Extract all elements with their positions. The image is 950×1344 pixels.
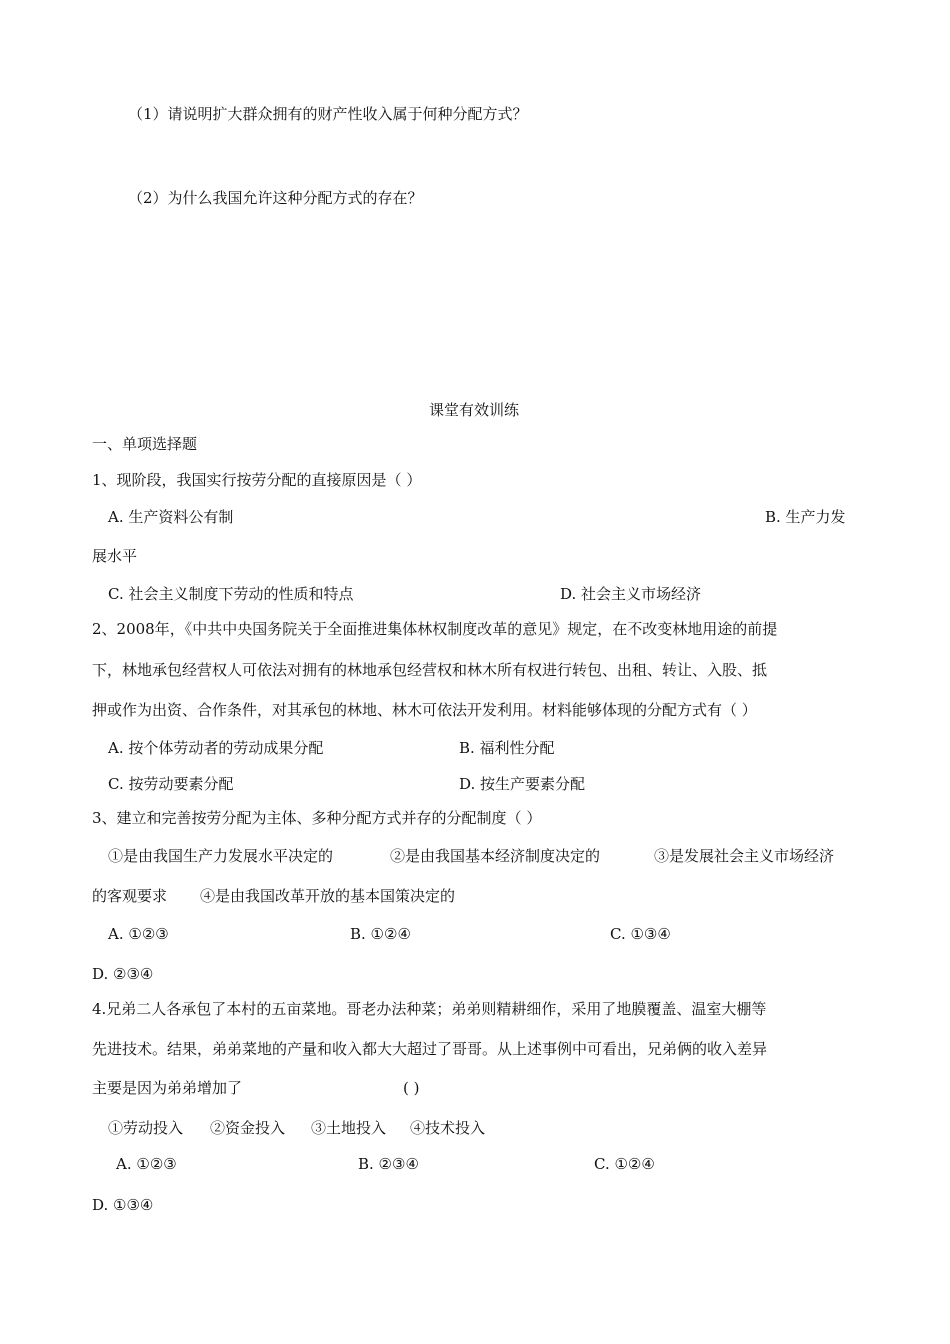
question-1-stem: 1、现阶段，我国实行按劳分配的直接原因是（ ） bbox=[92, 471, 422, 489]
q3-option-b: B. ①②④ bbox=[350, 925, 411, 943]
question-2-stem-line2: 下，林地承包经营权人可依法对拥有的林地承包经营权和林木所有权进行转包、出租、转让、入股、抵 bbox=[92, 661, 768, 679]
q4-option-b: B. ②③④ bbox=[358, 1155, 419, 1173]
section-heading: 一、单项选择题 bbox=[92, 435, 198, 453]
q3-statement-1: ①是由我国生产力发展水平决定的 bbox=[108, 847, 334, 865]
question-4-stem-line1: 4.兄弟二人各承包了本村的五亩菜地。哥老办法种菜；弟弟则精耕细作，采用了地膜覆盖、温室大棚等 bbox=[92, 1000, 767, 1018]
question-4-stem-line3: 主要是因为弟弟增加了 bbox=[92, 1079, 243, 1097]
q1-option-a: A. 生产资料公有制 bbox=[108, 508, 234, 526]
q3-statement-2: ②是由我国基本经济制度决定的 bbox=[390, 847, 601, 865]
q1-option-b-continued: 展水平 bbox=[92, 547, 138, 565]
q4-statement-3: ③土地投入 bbox=[311, 1119, 387, 1137]
q2-option-a: A. 按个体劳动者的劳动成果分配 bbox=[108, 739, 324, 757]
q1-option-b: B. 生产力发 bbox=[765, 508, 846, 526]
q4-statement-1: ①劳动投入 bbox=[108, 1119, 184, 1137]
q3-option-d: D. ②③④ bbox=[92, 965, 154, 983]
question-3-stem: 3、建立和完善按劳分配为主体、多种分配方式并存的分配制度（ ） bbox=[92, 809, 542, 827]
q3-option-c: C. ①③④ bbox=[610, 925, 671, 943]
q4-option-d: D. ①③④ bbox=[92, 1196, 154, 1214]
question-2-stem-line1: 2、2008年，《中共中央国务院关于全面推进集体林权制度改革的意见》规定，在不改变林地用途的前提 bbox=[92, 620, 778, 638]
q2-option-c: C. 按劳动要素分配 bbox=[108, 775, 234, 793]
q2-option-d: D. 按生产要素分配 bbox=[459, 775, 586, 793]
q2-option-b: B. 福利性分配 bbox=[459, 739, 555, 757]
question-4-stem-line2: 先进技术。结果，弟弟菜地的产量和收入都大大超过了哥哥。从上述事例中可看出，兄弟俩的收入差异 bbox=[92, 1040, 768, 1058]
q1-option-c: C. 社会主义制度下劳动的性质和特点 bbox=[108, 585, 354, 603]
q4-option-a: A. ①②③ bbox=[116, 1155, 177, 1173]
q4-statement-2: ②资金投入 bbox=[210, 1119, 286, 1137]
q3-option-a: A. ①②③ bbox=[108, 925, 169, 943]
section-title: 课堂有效训练 bbox=[429, 401, 520, 419]
q1-option-d: D. 社会主义市场经济 bbox=[560, 585, 702, 603]
q3-statement-3: ③是发展社会主义市场经济 bbox=[654, 847, 835, 865]
subquestion-1: （1）请说明扩大群众拥有的财产性收入属于何种分配方式？ bbox=[128, 105, 528, 123]
q4-option-c: C. ①②④ bbox=[594, 1155, 655, 1173]
subquestion-2: （2）为什么我国允许这种分配方式的存在？ bbox=[128, 189, 423, 207]
question-2-stem-line3: 押或作为出资、合作条件，对其承包的林地、林木可依法开发利用。材料能够体现的分配方式有（ ） bbox=[92, 701, 757, 719]
question-4-answer-blank: ( ) bbox=[403, 1079, 420, 1097]
q4-statement-4: ④技术投入 bbox=[410, 1119, 486, 1137]
q3-statement-4: ④是由我国改革开放的基本国策决定的 bbox=[200, 887, 456, 905]
q3-statement-3-continued: 的客观要求 bbox=[92, 887, 168, 905]
